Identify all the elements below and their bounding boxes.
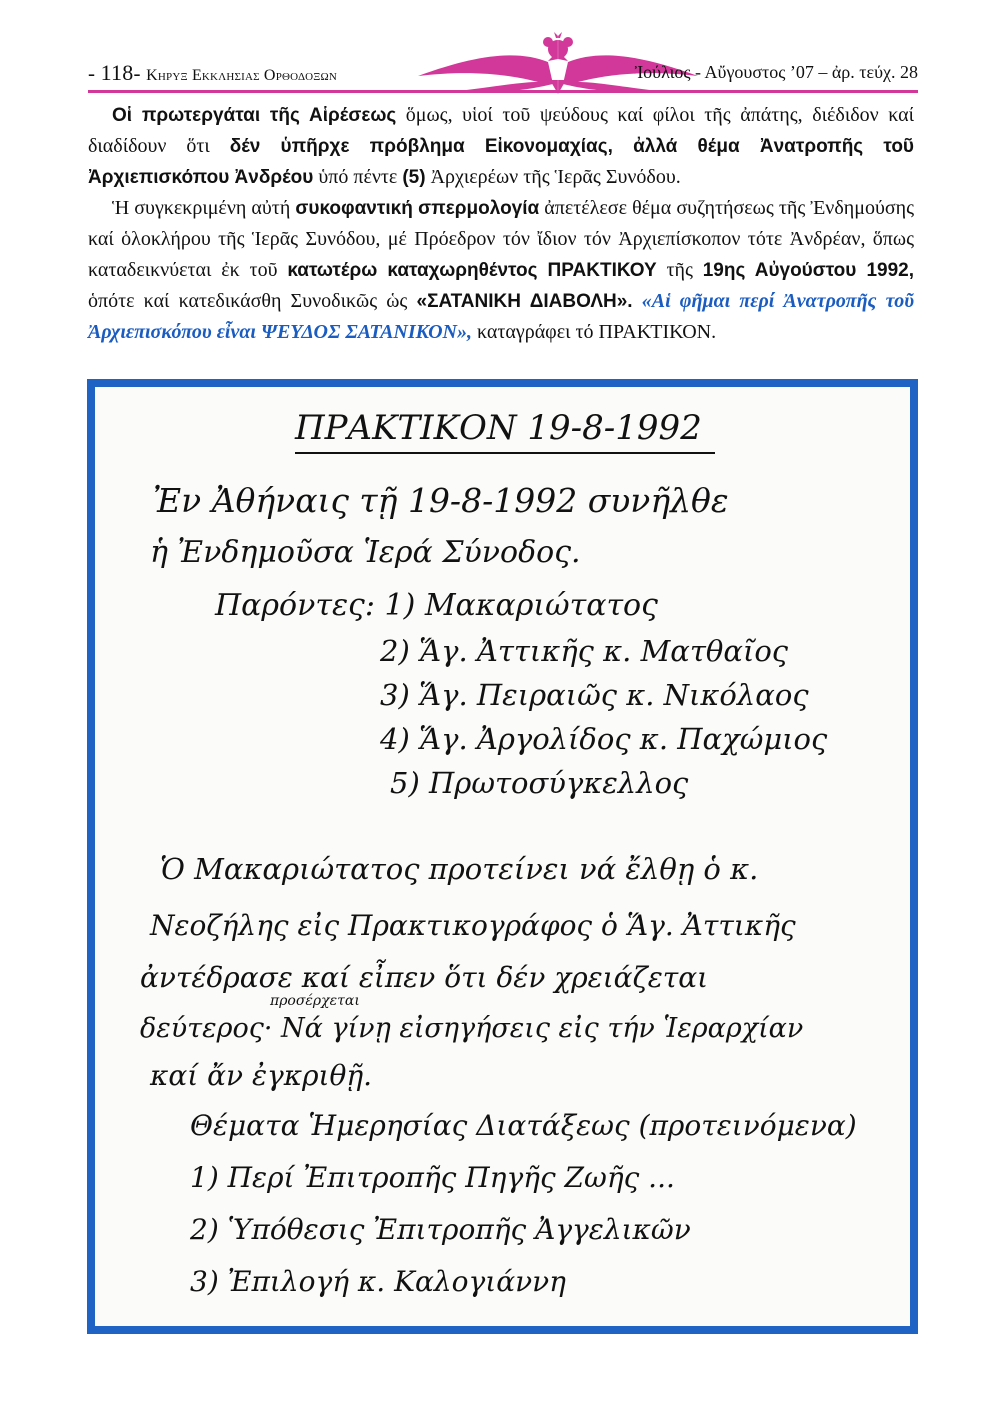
magazine-title: Κηρυξ Εκκλησιας Ορθοδοξων	[146, 67, 338, 84]
manuscript-line: Νεοζήλης εἰς Πρακτικογράφος ὁ Ἅγ. Ἀττικῆς	[150, 909, 796, 942]
bold-span: συκοφαντική σπερμολογία	[295, 198, 540, 219]
manuscript-line: Ἐν Ἀθήναις τῇ 19-8-1992 συνῆλθε	[153, 481, 729, 520]
manuscript-line: ἀντέδρασε καί εἶπεν ὅτι δέν χρειάζεται	[140, 961, 709, 994]
manuscript-line: Παρόντες: 1) Μακαριώτατος	[215, 588, 658, 623]
text-span: καταγράφει τό ΠΡΑΚΤΙΚΟΝ.	[471, 321, 717, 343]
article-text	[88, 100, 914, 348]
text-span: ἀπετέλεσε θέμα συζητήσεως τῆς Ἐνδημούσης καί ὁλοκλήρου τῆς Ἱερᾶς Συνόδου, μέ Πρόεδρον τόν ἴδιον τόν Ἀρχιεπίσκοπον τότε Ἀνδρέαν, ὅπως καταδεικνύεται ἐκ τοῦ	[88, 197, 915, 281]
manuscript-line: δεύτερος· Νά γίνῃ εἰσηγήσεις εἰς τήν Ἱεραρχίαν	[140, 1013, 804, 1044]
manuscript-line: 3) Ἅγ. Πειραιῶς κ. Νικόλαος	[380, 678, 809, 712]
manuscript-frame	[87, 379, 918, 1334]
manuscript-line: 1) Περί Ἐπιτροπῆς Πηγῆς Ζωῆς ...	[190, 1161, 675, 1194]
quote-span: «Αἱ φῆμαι περί Ἀνατροπῆς τοῦ Ἀρχιεπισκόπου εἶναι ΨΕΥΔΟΣ ΣΑΤΑΝΙΚΟΝ»,	[88, 290, 914, 343]
bold-span: (5)	[402, 167, 426, 188]
manuscript-line: 2) Ὑπόθεσις Ἐπιτροπῆς Ἀγγελικῶν	[190, 1213, 691, 1246]
issue-info: Ἰούλιος - Αὔγουστος ’07 – ἀρ. τεύχ. 28	[634, 62, 918, 82]
paragraph-1	[88, 100, 914, 193]
manuscript-line: 3) Ἐπιλογή κ. Καλογιάννη	[190, 1265, 566, 1298]
bold-span: Οἱ πρωτεργάται τῆς Αἱρέσεως	[112, 105, 397, 126]
text-span: ὅμως, υἱοί τοῦ ψεύδους καί φίλοι τῆς ἀπάτης, διέδιδον καί διαδίδουν ὅτι	[88, 104, 914, 157]
running-header	[88, 58, 918, 90]
text-span: ὁπότε καί κατεδικάσθη Συνοδικῶς ὡς	[88, 290, 417, 312]
manuscript-line: ἡ Ἐνδημοῦσα Ἱερά Σύνοδος.	[150, 535, 581, 570]
manuscript-line: 2) Ἅγ. Ἀττικῆς κ. Ματθαῖος	[380, 634, 789, 668]
text-span: Ἡ συγκεκριμένη αὐτή	[112, 197, 296, 219]
manuscript-line: Θέματα Ἡμερησίας Διατάξεως (προτεινόμενα)	[190, 1109, 857, 1142]
header-left: - 118- Κηρυξ Εκκλησιας Ορθοδοξων	[88, 60, 338, 85]
bold-span: κατωτέρω καταχωρηθέντος ΠΡΑΚΤΙΚΟΥ	[287, 260, 657, 281]
text-span: Ἀρχιερέων τῆς Ἱερᾶς Συνόδου.	[425, 166, 681, 188]
text-span: τῆς	[656, 259, 703, 281]
text-span: ὑπό πέντε	[313, 166, 403, 188]
header-rule	[88, 90, 918, 93]
manuscript-line: καί ἄν ἐγκριθῇ.	[150, 1059, 373, 1092]
manuscript-line: 4) Ἅγ. Ἀργολίδος κ. Παχώμιος	[380, 722, 828, 756]
manuscript-line: 5) Πρωτοσύγκελλος	[390, 766, 689, 800]
manuscript-title: ΠΡΑΚΤΙΚΟΝ 19-8-1992	[295, 408, 702, 448]
manuscript-insertion: προσέρχεται	[270, 993, 360, 1009]
paragraph-2	[88, 193, 914, 348]
bold-span: «ΣΑΤΑΝΙΚΗ ΔΙΑΒΟΛΗ».	[416, 291, 633, 312]
bold-span: 19ης Αὐγούστου 1992,	[702, 260, 914, 281]
bold-span: δέν ὑπῆρχε πρόβλημα Εἰκονομαχίας, ἀλλά θέμα Ἀνατροπῆς τοῦ Ἀρχιεπισκόπου Ἀνδρέου	[88, 136, 914, 188]
handwritten-minutes	[95, 387, 910, 1326]
manuscript-image	[95, 387, 910, 1326]
manuscript-line: Ὁ Μακαριώτατος προτείνει νά ἔλθῃ ὁ κ.	[160, 852, 759, 886]
page-number: 118	[100, 60, 134, 85]
